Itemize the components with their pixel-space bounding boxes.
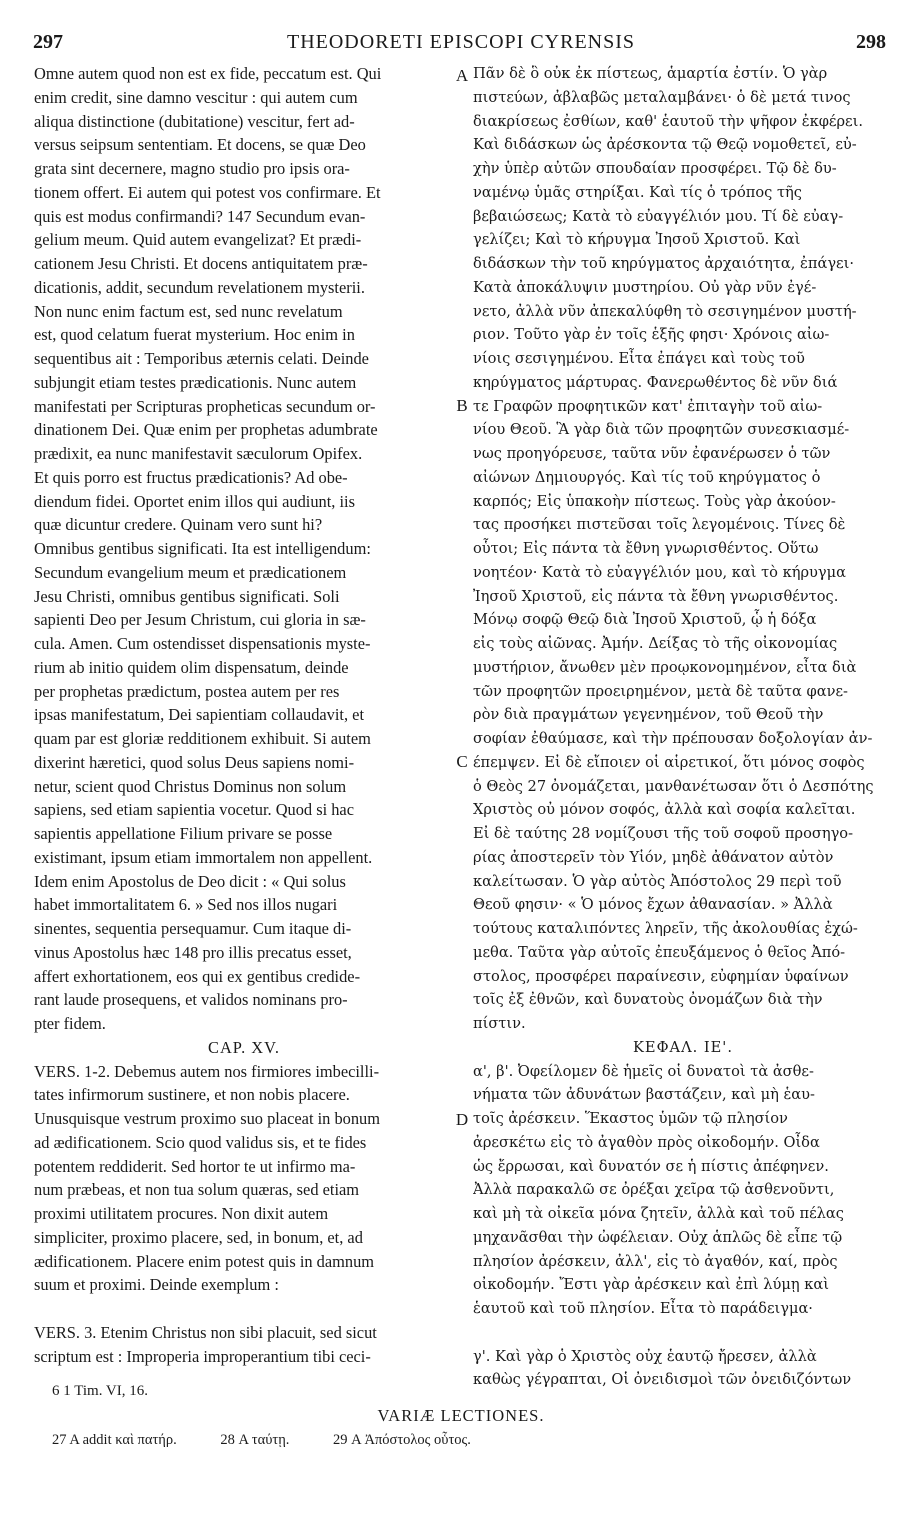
text-line: ὡς ἔρρωσαι, καὶ δυνατόν σε ἡ πίστις ἀπέφηνεν. bbox=[473, 1157, 829, 1175]
text-line: quæ dicuntur credere. Quinam vero sunt hi? bbox=[34, 515, 323, 535]
text-line: proximi utilitatem procures. Non dixit autem bbox=[34, 1204, 329, 1223]
text-line: οὗτοι; Εἰς πάντα τὰ ἔθνη γνωρισθέντος. Οὕτω bbox=[473, 540, 819, 557]
greek-column bbox=[473, 62, 893, 1392]
text-line: πίστιν. bbox=[473, 1015, 526, 1032]
text-line: πλησίον ἀρέσκειν, ἀλλ', εἰς τὸ ἀγαθόν, καί, πρὸς bbox=[473, 1252, 838, 1270]
text-line: num præbeas, et non tua solum quæras, sed etiam bbox=[34, 1180, 360, 1200]
text-line: prædixit, ea nunc manifestavit sæculorum Opifex. bbox=[34, 444, 363, 463]
text-line: Et quis porro est fructus prædicationis? Ad obe- bbox=[34, 467, 348, 487]
text-line: μηχανᾶσθαι τὴν ὠφέλειαν. Οὐχ ἁπλῶς δὲ εἶπε τῷ bbox=[473, 1228, 843, 1246]
text-line: Secundum evangelium meum et prædicationem bbox=[34, 562, 347, 582]
text-line: Κατὰ ἀποκάλυψιν μυστηρίου. Οὐ γὰρ νῦν ἐγέ- bbox=[473, 278, 817, 296]
text-line: sapienti Deo per Jesum Christum, cui gloria in sæ- bbox=[34, 610, 366, 630]
text-line: versus seipsum sententiam. Et docens, se quæ Deo bbox=[34, 135, 366, 155]
text-line: VERS. 3. Etenim Christus non sibi placuit, sed sicut bbox=[34, 1322, 377, 1342]
text-line: νοητέον· Κατὰ τὸ εὐαγγέλιόν μου, καὶ τὸ κήρυγμα bbox=[473, 563, 846, 581]
variant-reading: 28 A ταύτῃ. bbox=[220, 1432, 290, 1448]
text-line: netur, scient quod Christus Dominus non solum bbox=[34, 776, 347, 796]
spacer bbox=[473, 1321, 893, 1345]
chapter-heading: CAP. XV. bbox=[208, 1037, 280, 1057]
text-line: τας προσήκει πιστεῦσαι τοῖς λεγομένοις. Τίνες δὲ bbox=[473, 516, 846, 534]
text-line: βεβαιώσεως; Κατὰ τὸ εὐαγγέλιόν μου. Τί δὲ εὐαγ- bbox=[473, 207, 844, 225]
text-line: τῶν προφητῶν προειρημένον, μετὰ δὲ ταῦτα φανε- bbox=[473, 682, 848, 700]
text-line: quis est modus confirmandi? 147 Secundum evan- bbox=[34, 206, 366, 226]
text-line: existimant, ipsum etiam immortalem non appellent. bbox=[34, 847, 373, 867]
variant-reading: 27 A addit καὶ πατήρ. bbox=[52, 1432, 177, 1448]
text-line: πιστεύων, ἀβλαβῶς μεταλαμβάνει· ὁ δὲ μετά τινος bbox=[473, 88, 851, 106]
text-line: sinentes, sequentia persequamur. Cum itaque di- bbox=[34, 919, 352, 938]
page-number-right: 298 bbox=[856, 31, 886, 53]
text-line: ἑαυτοῦ καὶ τοῦ πλησίον. Εἶτα τὸ παράδειγμα· bbox=[473, 1300, 813, 1317]
text-line: Θεοῦ φησιν· « Ὁ μόνος ἔχων ἀθανασίαν. » Ἀλλὰ bbox=[473, 896, 833, 914]
text-line: affert exhortationem, eos qui ex gentibus credide- bbox=[34, 966, 361, 986]
text-line: Εἰ δὲ ταύτης 28 νομίζουσι τῆς τοῦ σοφοῦ προσηγο- bbox=[473, 825, 854, 842]
text-line: ἀρεσκέτω εἰς τὸ ἀγαθὸν πρὸς οἰκοδομήν. Οἶδα bbox=[473, 1133, 820, 1151]
text-line: νίου Θεοῦ. Ἃ γὰρ διὰ τῶν προφητῶν συνεσκιασμέ- bbox=[473, 421, 850, 439]
variae-lectiones-title: VARIÆ LECTIONES. bbox=[377, 1406, 545, 1425]
text-line: Omne autem quod non est ex fide, peccatum est. Qui bbox=[34, 64, 382, 83]
text-line: scriptum est : Improperia improperantium tibi ceci- bbox=[34, 1346, 371, 1366]
text-line: νήματα τῶν ἀδυνάτων βαστάζειν, καὶ μὴ ἑαυ- bbox=[473, 1086, 815, 1104]
text-line: sapientis appellatione Filium privare se posse bbox=[34, 824, 333, 843]
text-line: Unusquisque vestrum proximo suo placeat in bonum bbox=[34, 1109, 380, 1128]
text-line: διδάσκων τὴν τοῦ κηρύγματος ἀρχαιότητα, ἐπάγει· bbox=[473, 255, 854, 272]
text-line: dinationem Dei. Quæ enim per prophetas adumbrate bbox=[34, 420, 378, 440]
text-line: manifestati per Scripturas propheticas secundum or- bbox=[34, 396, 376, 416]
text-line: νίοις σεσιγημένου. Εἶτα ἐπάγει καὶ τοὺς τοῦ bbox=[473, 350, 805, 367]
text-line: vinus Apostolus hæc 148 pro illis precatus esset, bbox=[34, 942, 352, 962]
text-line: Idem enim Apostolus de Deo dicit : « Qui solus bbox=[34, 871, 346, 891]
variant-reading: 29 A Ἀπόστολος οὗτος. bbox=[333, 1432, 471, 1448]
text-line: μεθα. Ταῦτα γὰρ αὐτοῖς ἐπευξάμενος ὁ θεῖος Ἀπό- bbox=[473, 943, 846, 961]
text-line: dicationis, addit, secundum revelationem mysterii. bbox=[34, 277, 365, 297]
page-number-left: 297 bbox=[33, 31, 63, 53]
text-line: habet immortalitatem 6. » Sed nos illos nugari bbox=[34, 895, 338, 915]
text-line: μυστήριον, ἄνωθεν μὲν προῳκονομημένον, εἶτα διὰ bbox=[473, 658, 857, 676]
text-line: diendum fidei. Oportet enim illos qui audiunt, iis bbox=[34, 491, 355, 511]
text-line: στολος, προσφέρει παραίνεσιν, εὐφημίαν ὑφαίνων bbox=[473, 967, 849, 985]
text-line: sequentibus ait : Temporibus æternis celati. Deinde bbox=[34, 349, 369, 368]
text-line: cationem Jesu Christi. Et docens antiquitatem præ- bbox=[34, 254, 368, 273]
footnote: 6 1 Tim. VI, 16. bbox=[52, 1383, 149, 1399]
text-line: τε Γραφῶν προφητικῶν κατ' ἐπιταγὴν τοῦ αἰω- bbox=[473, 397, 823, 415]
spacer bbox=[34, 1297, 454, 1321]
text-line: καλείτωσαν. Ὁ γὰρ αὐτὸς Ἀπόστολος 29 περὶ τοῦ bbox=[473, 872, 842, 890]
text-line: Χριστὸς οὐ μόνον σοφός, ἀλλὰ καὶ σοφία καλεῖται. bbox=[473, 801, 856, 819]
text-line: potentem reddiderit. Sed hortor te ut infirmo ma- bbox=[34, 1156, 356, 1176]
text-line: εἰς τοὺς αἰῶνας. Ἀμήν. Δείξας τὸ τῆς οἰκονομίας bbox=[473, 635, 838, 652]
margin-marker-c: C bbox=[456, 752, 468, 771]
text-line: grata sint decernere, magno studio pro ipsis ora- bbox=[34, 159, 350, 178]
text-line: σοφίαν ἐθαύμασε, καὶ τὴν πρέπουσαν δοξολογίαν ἀν- bbox=[473, 730, 873, 747]
text-line: ρίας ἀποστερεῖν τὸν Υἱόν, μηδὲ ἀθάνατον αὐτὸν bbox=[473, 848, 834, 866]
text-line: est, quod celatum fuerat mysterium. Hoc enim in bbox=[34, 325, 355, 345]
text-line: νετο, ἀλλὰ νῦν ἀπεκαλύφθη τὸ σεσιγημένον μυστή- bbox=[473, 302, 857, 320]
text-line: καθὼς γέγραπται, Οἱ ὀνειδισμοὶ τῶν ὀνειδιζόντων bbox=[473, 1371, 852, 1389]
margin-marker-a: A bbox=[455, 66, 469, 85]
text-line: καὶ μὴ τὰ οἰκεῖα μόνα ζητεῖν, ἀλλὰ καὶ τοῦ πέλας bbox=[473, 1205, 844, 1222]
text-line: Ἀλλὰ παρακαλῶ σε ὀρέξαι χεῖρα τῷ ἀσθενοῦντι, bbox=[473, 1181, 835, 1199]
text-line: ναμένῳ ὑμᾶς στηρίξαι. Καὶ τίς ὁ τρόπος τῆς bbox=[473, 183, 802, 201]
margin-marker-b: B bbox=[456, 396, 468, 415]
running-title: THEODORETI EPISCOPI CYRENSIS bbox=[286, 31, 636, 53]
text-line: Καὶ διδάσκων ὡς ἀρέσκοντα τῷ Θεῷ νομοθετεῖ, εὐ- bbox=[473, 136, 857, 154]
text-line: α', β'. Ὀφείλομεν δὲ ἡμεῖς οἱ δυνατοὶ τὰ ἀσθε- bbox=[473, 1062, 814, 1080]
text-line: καρπός; Εἰς ὑπακοὴν πίστεως. Τοὺς γὰρ ἀκούον- bbox=[473, 492, 836, 510]
text-line: cula. Amen. Cum ostendisset dispensationis myste- bbox=[34, 634, 371, 653]
text-line: quam par est gloriæ redditionem exhibuit. Si autem bbox=[34, 729, 371, 748]
text-line: simpliciter, proximo placere, sed, in bonum, et, ad bbox=[34, 1227, 363, 1247]
text-line: enim credit, sine damno vescitur : qui autem cum bbox=[34, 87, 358, 107]
text-line: rant laude prosequens, et validos nominans pro- bbox=[34, 990, 348, 1010]
text-line: ædificationem. Placere enim potest quis in damnum bbox=[34, 1251, 375, 1271]
text-line: suum et proximi. Deinde exemplum : bbox=[34, 1275, 279, 1295]
text-line: έπεμψεν. Εἰ δὲ εἴποιεν οἱ αἱρετικοί, ὅτι μόνος σοφὸς bbox=[473, 753, 865, 771]
text-line: γελίζει; Καὶ τὸ κήρυγμα Ἰησοῦ Χριστοῦ. Καὶ bbox=[473, 231, 801, 249]
text-line: Jesu Christi, omnibus gentibus significati. Soli bbox=[34, 586, 340, 606]
text-line: κηρύγματος μάρτυρας. Φανερωθέντος δὲ νῦν διά bbox=[473, 373, 838, 391]
margin-marker-d: D bbox=[455, 1110, 469, 1129]
text-line: subjungit etiam testes prædicationis. Nunc autem bbox=[34, 372, 357, 392]
text-line: Μόνῳ σοφῷ Θεῷ διὰ Ἰησοῦ Χριστοῦ, ᾧ ἡ δόξα bbox=[473, 611, 817, 629]
text-line: Non nunc enim factum est, sed nunc revelatum bbox=[34, 301, 343, 321]
text-line: per prophetas prædictum, postea autem per res bbox=[34, 681, 340, 701]
text-line: τούτους καταλιπόντες ληρεῖν, τῆς ἀκολουθίας ἐχώ- bbox=[473, 920, 858, 937]
text-line: ρὸν διὰ πραγμάτων γεγενημένον, τοῦ Θεοῦ τὴν bbox=[473, 706, 824, 724]
text-line: τοῖς ἀρέσκειν. Ἕκαστος ὑμῶν τῷ πλησίον bbox=[473, 1110, 788, 1127]
text-line: aliqua distinctione (dubitatione) vescitur, fert ad- bbox=[34, 111, 355, 131]
text-line: ad ædificationem. Scio quod validus sis, et te fides bbox=[34, 1132, 367, 1152]
text-line: αἰώνων Δημιουργός. Καὶ τίς τοῦ κηρύγματος ὁ bbox=[473, 468, 821, 486]
text-line: νως προηγόρευσε, ταῦτα νῦν ἐφανέρωσεν ὁ τῶν bbox=[473, 445, 831, 462]
text-line: tates infirmorum sustinere, et non nobis placere. bbox=[34, 1085, 350, 1105]
text-line: Omnibus gentibus significati. Ita est intelligendum: bbox=[34, 539, 371, 558]
text-line: tionem offert. Ei autem qui potest vos confirmare. Et bbox=[34, 182, 381, 202]
text-line: dixerint hæretici, quod solus Deus sapiens nomi- bbox=[34, 752, 355, 772]
text-line: Πᾶν δὲ ὃ οὐκ ἐκ πίστεως, ἁμαρτία ἐστίν. Ὁ γὰρ bbox=[473, 65, 828, 82]
latin-column bbox=[34, 62, 454, 1368]
text-line: pter fidem. bbox=[34, 1014, 106, 1033]
text-line: ριον. Τοῦτο γὰρ ἐν τοῖς ἑξῆς φησι· Χρόνοις αἰω- bbox=[473, 326, 830, 344]
text-line: sapiens, sed etiam sapientia vocetur. Quod si hac bbox=[34, 800, 354, 820]
text-line: οἰκοδομήν. Ἔστι γὰρ ἀρέσκειν καὶ ἐπὶ λύμῃ καὶ bbox=[473, 1276, 829, 1294]
text-line: ὁ Θεὸς 27 ὀνομάζεται, μανθανέτωσαν ὅτι ὁ Δεσπότης bbox=[473, 777, 874, 795]
text-line: ipsas manifestatum, Dei sapientiam collaudavit, et bbox=[34, 705, 364, 725]
text-line: gelium meum. Quid autem evangelizat? Et prædi- bbox=[34, 230, 362, 250]
text-line: χὴν ὑπὲρ αὐτῶν σπουδαίαν προσφέρει. Τῷ δὲ δυ- bbox=[473, 160, 837, 177]
text-line: VERS. 1-2. Debemus autem nos firmiores imbecilli- bbox=[34, 1061, 380, 1081]
text-line: rium ab initio quidem olim dispensatum, deinde bbox=[34, 657, 349, 677]
text-line: τοῖς ἐξ ἐθνῶν, καὶ δυνατοὺς ὀνομάζων διὰ τὴν bbox=[473, 991, 823, 1009]
text-line: διακρίσεως ἐσθίων, καθ' ἑαυτοῦ τὴν ψῆφον ἐκφέρει. bbox=[473, 112, 863, 130]
text-line: Ἰησοῦ Χριστοῦ, εἰς πάντα τὰ ἔθνη γνωρισθέντος. bbox=[473, 587, 839, 605]
variant-readings bbox=[52, 1432, 511, 1449]
text-line: γ'. Καὶ γὰρ ὁ Χριστὸς οὐχ ἑαυτῷ ἤρεσεν, ἀλλὰ bbox=[473, 1347, 817, 1365]
chapter-heading: ΚΕΦΑΛ. ΙΕ'. bbox=[633, 1038, 733, 1056]
